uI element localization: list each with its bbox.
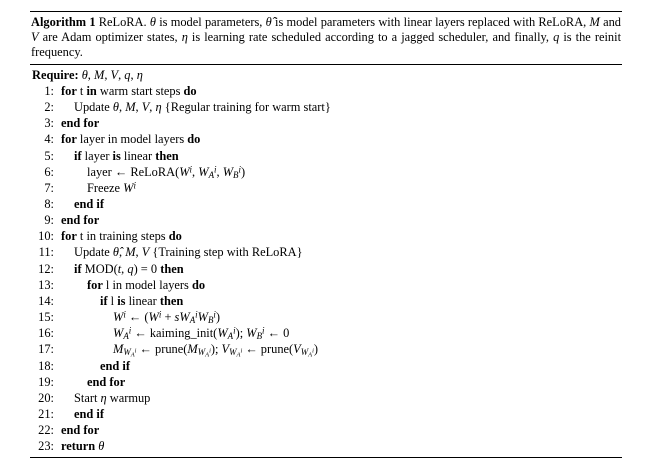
line-content: end for xyxy=(61,213,100,228)
line-number: 13: xyxy=(38,277,54,292)
line-content: Update θ, M, V, η {Regular training for warm start} xyxy=(74,100,331,115)
algorithm-line-22 xyxy=(30,422,622,438)
algorithm-line-19 xyxy=(30,374,622,390)
algorithm-caption: Algorithm 1 ReLoRA. θ is model parameters, θ̂ is model parameters with linear layers replaced with ReLoRA, M and V are Adam optimizer states, η is learning rate scheduled according to a jagged scheduler, and finally, q is the reinit frequency. xyxy=(30,12,622,65)
algorithm-require-line: Require: θ, M, V, q, η xyxy=(32,67,143,82)
algorithm-line-8 xyxy=(30,196,622,212)
algorithm-line-21 xyxy=(30,406,622,422)
line-number: 10: xyxy=(38,229,54,244)
line-content: $W^i$ ← $(W^i + sW_A^iW_B^i)$ xyxy=(113,309,221,326)
algorithm-line-7 xyxy=(30,180,622,196)
line-content: end if xyxy=(100,358,130,373)
line-content: end if xyxy=(74,196,104,211)
algorithm-body-wrap xyxy=(30,65,622,459)
line-number: 19: xyxy=(38,374,54,389)
line-number: 22: xyxy=(38,423,54,438)
line-content: return θ xyxy=(61,439,105,454)
algorithm-block xyxy=(30,11,622,458)
line-number: 3: xyxy=(44,116,54,131)
line-number: 18: xyxy=(38,358,54,373)
algorithm-line-9 xyxy=(30,212,622,228)
algorithm-line-1 xyxy=(30,83,622,99)
line-content: for l in model layers do xyxy=(87,277,206,292)
algorithm-line-2 xyxy=(30,99,622,115)
line-number: 23: xyxy=(38,439,54,454)
line-content: if MOD(t, q) = 0 then xyxy=(74,261,184,276)
algorithm-line-3 xyxy=(30,115,622,131)
algorithm-lines xyxy=(30,83,622,455)
line-content: layer ← $ReLoRA(W^i$, $W_A^i$, $W_B^i$) xyxy=(87,163,246,180)
line-number: 14: xyxy=(38,293,54,308)
line-content: Update θ̂, M, V {Training step with ReLoRA} xyxy=(74,245,303,260)
algorithm-line-23 xyxy=(30,438,622,454)
algorithm-line-14 xyxy=(30,293,622,309)
line-content: end for xyxy=(61,116,100,131)
line-content: $M_{W_A^i}$ ← $prune(M_{W_A^i})$; $V_{W_A^i}$ ← $prune(V_{W_A^i})$ xyxy=(113,342,318,359)
line-number: 15: xyxy=(38,310,54,325)
line-number: 8: xyxy=(44,196,54,211)
line-content: for t in training steps do xyxy=(61,229,182,244)
algorithm-line-17 xyxy=(30,341,622,357)
line-number: 11: xyxy=(38,245,54,260)
line-content: $W_A^i$ ← $kaiming\_init(W_A^i)$; $W_B^i$ ← 0 xyxy=(113,325,290,342)
line-number: 20: xyxy=(38,390,54,405)
line-content: if layer is linear then xyxy=(74,148,179,163)
algorithm-line-6 xyxy=(30,164,622,180)
line-content: Freeze $W^i$ xyxy=(87,180,136,195)
line-content: Start η warmup xyxy=(74,390,151,405)
line-number: 17: xyxy=(38,342,54,357)
line-content: for t in warm start steps do xyxy=(61,83,197,98)
algorithm-line-10 xyxy=(30,228,622,244)
line-number: 12: xyxy=(38,261,54,276)
algorithm-line-15 xyxy=(30,309,622,325)
line-number: 7: xyxy=(44,180,54,195)
line-number: 4: xyxy=(44,132,54,147)
line-content: end if xyxy=(74,407,104,421)
line-number: 16: xyxy=(38,326,54,341)
line-number: 9: xyxy=(44,213,54,228)
algorithm-line-13 xyxy=(30,277,622,293)
line-number: 21: xyxy=(38,407,54,421)
line-content: for layer in model layers do xyxy=(61,132,201,147)
algorithm-line-11 xyxy=(30,244,622,260)
line-number: 6: xyxy=(44,164,54,179)
algorithm-line-20 xyxy=(30,390,622,406)
line-content: end for xyxy=(87,374,126,389)
algorithm-line-5 xyxy=(30,148,622,164)
line-number: 1: xyxy=(44,83,54,98)
algorithm-line-12 xyxy=(30,261,622,277)
line-content: end for xyxy=(61,423,100,438)
line-content: if l is linear then xyxy=(100,293,184,308)
algorithm-line-16 xyxy=(30,325,622,341)
algorithm-line-4 xyxy=(30,131,622,147)
line-number: 2: xyxy=(44,100,54,115)
algorithm-line-18 xyxy=(30,358,622,374)
line-number: 5: xyxy=(44,148,54,163)
